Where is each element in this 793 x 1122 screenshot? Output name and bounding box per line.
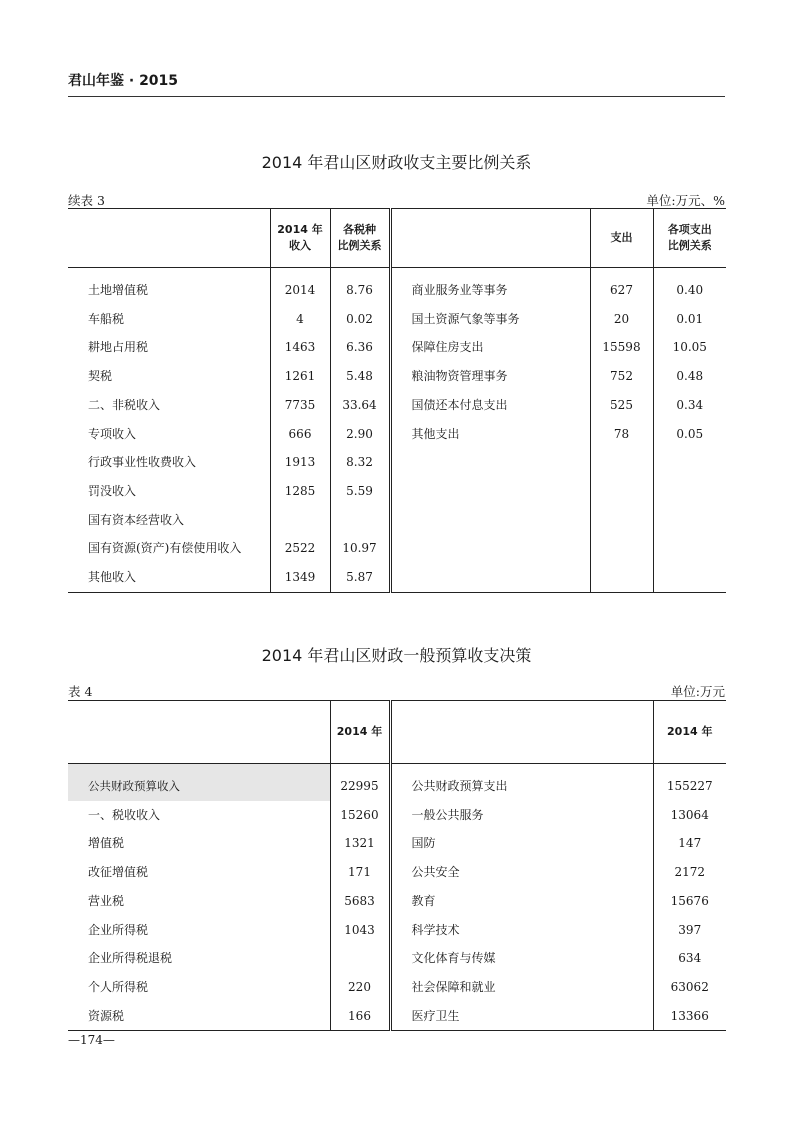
table1-fiscal-ratio (68, 208, 726, 593)
table2-row (68, 1002, 726, 1031)
table2-cell-expense-value: 397 (653, 916, 726, 945)
table2-cell-expense-value: 15676 (653, 887, 726, 916)
table1-cell-income: 4 (270, 305, 330, 334)
table1-cell-income-item: 行政事业性收费收入 (88, 455, 197, 470)
table1-cell-ratio: 10.97 (330, 534, 390, 563)
table1-row (68, 563, 726, 592)
table1-cell-income-item: 国有资本经营收入 (88, 512, 185, 527)
table1-row (68, 362, 726, 391)
table2-cell-income-item: 改征增值税 (88, 865, 149, 880)
header-rule (68, 96, 725, 97)
table1-cell-income: 666 (270, 420, 330, 449)
table1-cell-income: 1285 (270, 477, 330, 506)
table2-row (68, 858, 726, 887)
table2-cell-expense-item: 科学技术 (390, 916, 653, 945)
table2-budget (68, 700, 726, 1031)
table2-header-item (68, 701, 330, 764)
table1-cell-expense: 20 (590, 305, 653, 334)
table1-cell-ratio: 2.90 (330, 420, 390, 449)
table1-header-exp-item (390, 209, 590, 268)
table2-cell-income-value: 220 (330, 973, 390, 1002)
table1-cell-income: 1913 (270, 448, 330, 477)
table1-header-income-label: 2014 年 收入 (277, 223, 323, 252)
table2-cell-expense-item: 医疗卫生 (390, 1002, 653, 1031)
table2-row (68, 829, 726, 858)
table1-cell-expense (590, 448, 653, 477)
page-number: —174— (68, 1033, 115, 1047)
table1-cell-exp-ratio: 0.05 (653, 420, 726, 449)
table2-row (68, 944, 726, 973)
table1-cell-exp-ratio (653, 448, 726, 477)
table1-cell-exp-ratio: 0.01 (653, 305, 726, 334)
table1-cell-income: 1463 (270, 333, 330, 362)
table1-caption-left: 续表 3 (68, 193, 105, 208)
table2-cell-income-value: 166 (330, 1002, 390, 1031)
table2-cell-income-item: 企业所得税退税 (88, 951, 173, 966)
table1-cell-income-item: 耕地占用税 (88, 340, 149, 355)
table2-cell-income-item: 增值税 (88, 836, 125, 851)
table2-cell-expense-value: 155227 (653, 764, 726, 801)
table1-cell-income-item: 二、非税收入 (88, 397, 161, 412)
table1-row (68, 506, 726, 535)
table1-row (68, 477, 726, 506)
table1-cell-income: 2522 (270, 534, 330, 563)
table2-caption-left: 表 4 (68, 684, 93, 699)
table1-cell-expense: 15598 (590, 333, 653, 362)
table1-cell-expense-item: 其他支出 (390, 420, 590, 449)
table1-row (68, 305, 726, 334)
table2-cell-expense-item: 公共财政预算支出 (390, 764, 653, 801)
table1-cell-expense-item: 国债还本付息支出 (390, 391, 590, 420)
table2-cell-expense-item: 社会保障和就业 (390, 973, 653, 1002)
table2-cell-income-value: 171 (330, 858, 390, 887)
table1-cell-exp-ratio (653, 563, 726, 592)
table2-cell-expense-value: 63062 (653, 973, 726, 1002)
table1-cell-exp-ratio (653, 506, 726, 535)
table1-cell-income-item: 专项收入 (88, 426, 137, 441)
table1-cell-ratio: 33.64 (330, 391, 390, 420)
table2-cell-income-item: 营业税 (88, 893, 125, 908)
table1-cell-exp-ratio (653, 477, 726, 506)
table1-cell-income-item: 土地增值税 (88, 283, 149, 297)
table2-cell-expense-value: 147 (653, 829, 726, 858)
table1-cell-expense-item: 粮油物资管理事务 (390, 362, 590, 391)
table1-row (68, 420, 726, 449)
table1-cell-ratio: 5.59 (330, 477, 390, 506)
table2-cell-expense-item: 公共安全 (390, 858, 653, 887)
table1-row (68, 534, 726, 563)
table2-cell-expense-item: 教育 (390, 887, 653, 916)
table2-cell-income-value: 1043 (330, 916, 390, 945)
table1-header-income (270, 209, 330, 268)
table1-row (68, 268, 726, 305)
table1-cell-income-item: 国有资源(资产)有偿使用收入 (88, 541, 242, 556)
table2-cell-expense-item: 国防 (390, 829, 653, 858)
table2-row (68, 764, 726, 801)
table1-header-ratio (330, 209, 390, 268)
table1-cell-ratio: 5.48 (330, 362, 390, 391)
table2-cell-income-item: 一、税收收入 (88, 807, 161, 822)
table1-cell-expense-item (390, 477, 590, 506)
table1-cell-expense (590, 477, 653, 506)
table2-cell-expense-value: 13064 (653, 801, 726, 830)
table1-cell-exp-ratio: 0.40 (653, 268, 726, 305)
table1-title: 2014 年君山区财政收支主要比例关系 (261, 153, 532, 172)
table1-row (68, 391, 726, 420)
table1-cell-expense (590, 534, 653, 563)
table1-cell-income-item: 契税 (88, 369, 113, 384)
table1-cell-ratio: 5.87 (330, 563, 390, 592)
table1-cell-exp-ratio: 10.05 (653, 333, 726, 362)
table1-cell-income: 7735 (270, 391, 330, 420)
table2-cell-income-item: 企业所得税 (88, 922, 149, 937)
table2-row (68, 801, 726, 830)
table2-cell-expense-value: 13366 (653, 1002, 726, 1031)
table1-cell-exp-ratio: 0.48 (653, 362, 726, 391)
table2-title: 2014 年君山区财政一般预算收支决策 (261, 646, 532, 665)
table1-cell-expense: 78 (590, 420, 653, 449)
table1-row (68, 448, 726, 477)
table1-cell-expense (590, 563, 653, 592)
table1-header-exp-ratio-label: 各项支出 比例关系 (667, 223, 712, 252)
table2-cell-expense-item: 文化体育与传媒 (390, 944, 653, 973)
table2-cell-expense-value: 2172 (653, 858, 726, 887)
table1-cell-income: 1349 (270, 563, 330, 592)
table2-cell-expense-item: 一般公共服务 (390, 801, 653, 830)
table1-cell-ratio: 8.76 (330, 268, 390, 305)
table2-cell-expense-value: 634 (653, 944, 726, 973)
table1-cell-expense-item (390, 448, 590, 477)
table2-header-year-left: 2014 年 (330, 701, 390, 764)
table2-row (68, 973, 726, 1002)
table1-cell-expense-item (390, 563, 590, 592)
table2-cell-income-value: 5683 (330, 887, 390, 916)
table1-cell-ratio: 0.02 (330, 305, 390, 334)
table1-cell-expense-item (390, 534, 590, 563)
table1-cell-expense: 525 (590, 391, 653, 420)
table1-cell-expense: 752 (590, 362, 653, 391)
table2-row (68, 887, 726, 916)
table1-cell-income-item: 车船税 (88, 311, 125, 326)
table1-cell-income-item: 其他收入 (88, 570, 137, 585)
table2-cell-income-item: 资源税 (88, 1008, 125, 1023)
table2-caption-right: 单位:万元 (670, 684, 725, 699)
running-header-title: 君山年鉴 · 2015 (68, 73, 179, 89)
table1-cell-expense-item: 国土资源气象等事务 (390, 305, 590, 334)
table2-header-year-right: 2014 年 (653, 701, 726, 764)
table1-row (68, 333, 726, 362)
table2-cell-income-value: 1321 (330, 829, 390, 858)
table2-cell-income-item: 个人所得税 (88, 979, 149, 994)
table2-cell-income-value: 15260 (330, 801, 390, 830)
table2-cell-income-value: 22995 (330, 764, 390, 801)
table1-cell-expense: 627 (590, 268, 653, 305)
table1-cell-ratio (330, 506, 390, 535)
table1-cell-expense-item: 保障住房支出 (390, 333, 590, 362)
table1-cell-income (270, 506, 330, 535)
table1-cell-expense (590, 506, 653, 535)
table1-cell-ratio: 6.36 (330, 333, 390, 362)
table1-cell-income: 1261 (270, 362, 330, 391)
table1-cell-exp-ratio: 0.34 (653, 391, 726, 420)
table1-cell-ratio: 8.32 (330, 448, 390, 477)
table1-cell-income: 2014 (270, 268, 330, 305)
table1-cell-income-item: 罚没收入 (88, 483, 137, 498)
table2-header-exp-item (390, 701, 653, 764)
table1-cell-expense-item (390, 506, 590, 535)
table2-row (68, 916, 726, 945)
table1-cell-exp-ratio (653, 534, 726, 563)
table2-cell-income-item: 公共财政预算收入 (68, 764, 330, 801)
table2-cell-income-value (330, 944, 390, 973)
table1-header-item (68, 209, 270, 268)
table1-cell-expense-item: 商业服务业等事务 (390, 268, 590, 305)
table1-header-expense: 支出 (590, 209, 653, 268)
table1-header-ratio-label: 各税种 比例关系 (337, 223, 382, 252)
table1-caption-right: 单位:万元、% (646, 193, 725, 208)
table1-header-exp-ratio (653, 209, 726, 268)
